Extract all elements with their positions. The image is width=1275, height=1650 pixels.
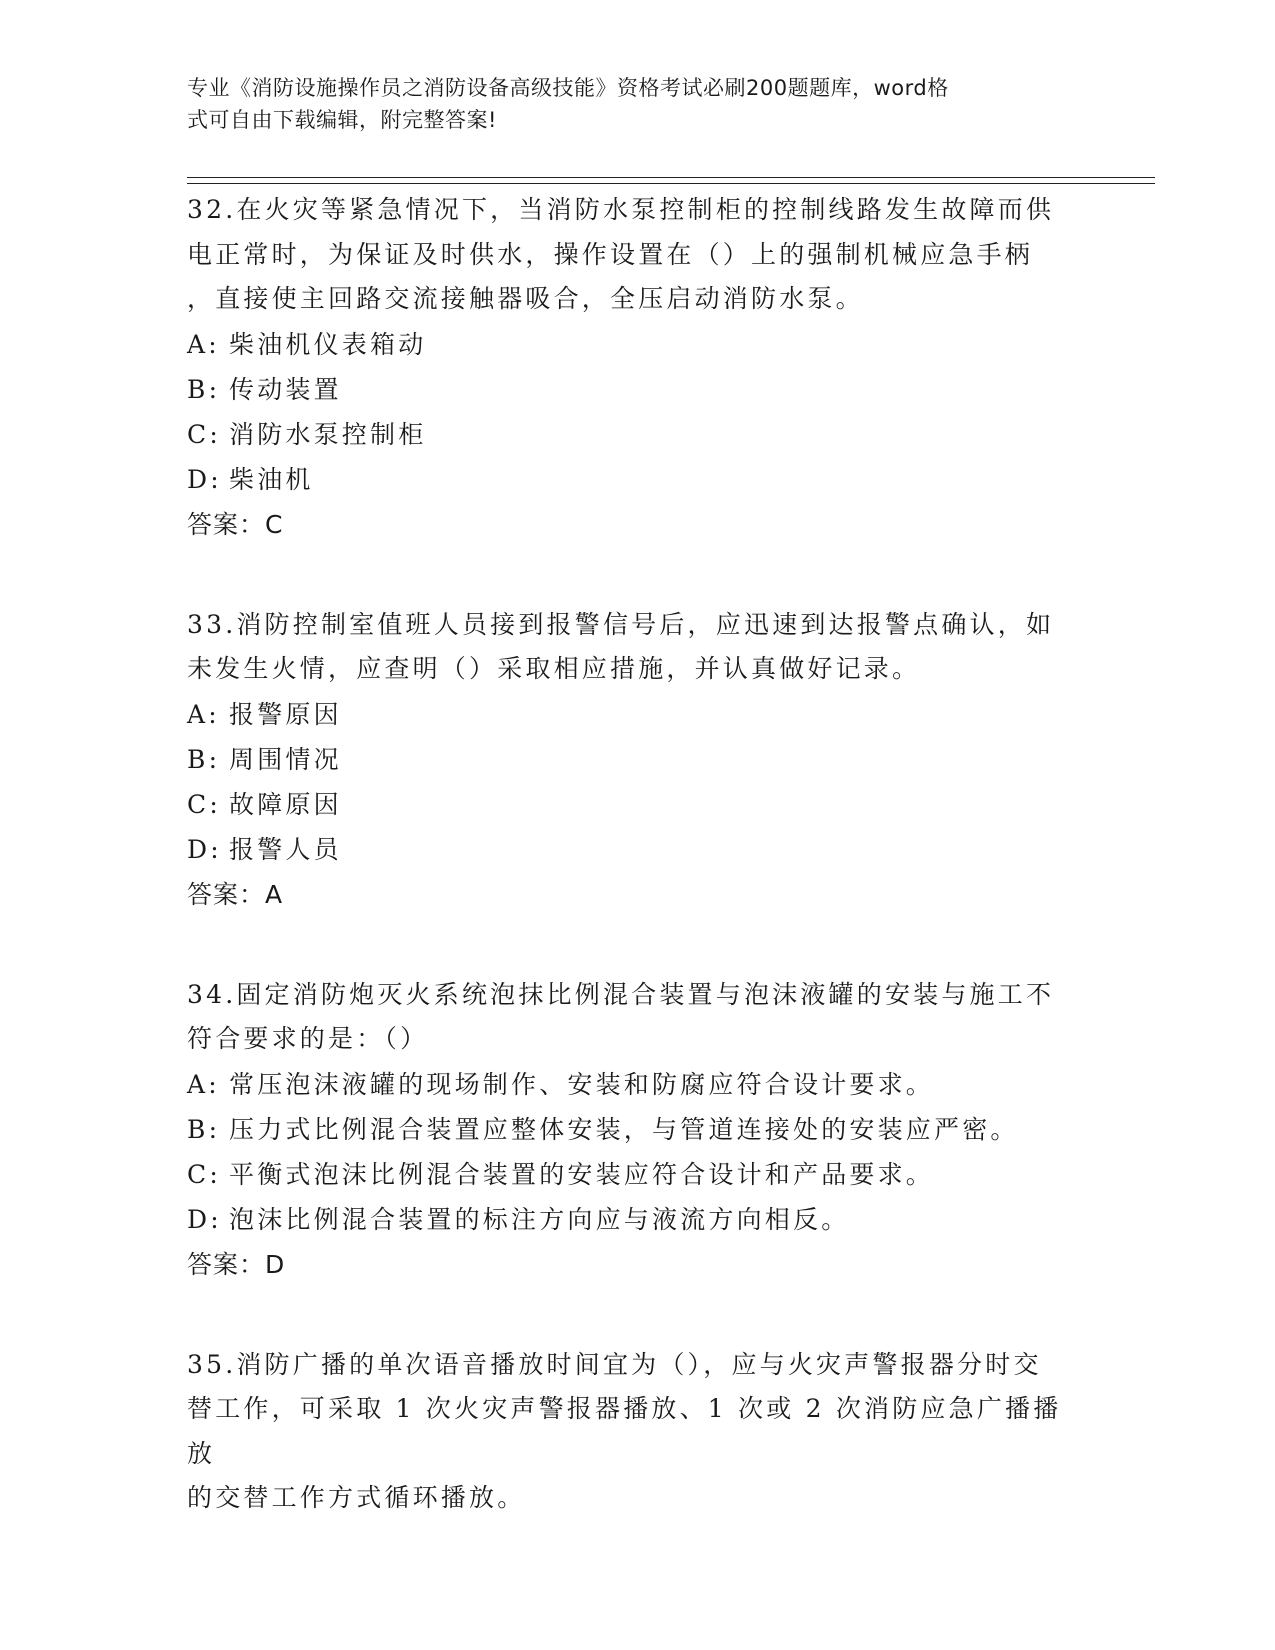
- header-divider: [187, 177, 1155, 184]
- question-stem-line: 35.消防广播的单次语音播放时间宜为（），应与火灾声警报器分时交: [187, 1349, 1042, 1379]
- question-33: [187, 603, 1087, 917]
- question-list: [187, 188, 1087, 1521]
- document-header: [187, 72, 1067, 136]
- option-letter: A:: [187, 1069, 220, 1099]
- option-letter: B:: [187, 744, 221, 774]
- question-spacer: [187, 917, 1087, 973]
- option-b: [187, 367, 1087, 412]
- question-32: [187, 188, 1087, 547]
- option-a: [187, 322, 1087, 367]
- option-letter: C:: [187, 1159, 221, 1189]
- option-letter: D:: [187, 464, 222, 494]
- option-d: [187, 457, 1087, 502]
- question-stem-line: 的交替工作方式循环播放。: [187, 1483, 526, 1512]
- question-stem-line: 32.在火灾等紧急情况下，当消防水泵控制柜的控制线路发生故障而供: [187, 195, 1055, 224]
- option-text: 周围情况: [229, 744, 342, 774]
- option-text: 报警人员: [229, 834, 342, 864]
- option-text: 消防水泵控制柜: [229, 419, 427, 449]
- option-text: 传动装置: [229, 374, 342, 404]
- option-letter: B:: [187, 1114, 221, 1144]
- option-text: 压力式比例混合装置应整体安装，与管道连接处的安装应严密。: [229, 1114, 1019, 1144]
- option-letter: B:: [187, 374, 221, 404]
- header-line-2: 式可自由下载编辑，附完整答案!: [187, 108, 497, 132]
- answer-line: 答案：D: [187, 1249, 286, 1279]
- option-a: [187, 1062, 1087, 1107]
- option-text: 泡沫比例混合装置的标注方向应与液流方向相反。: [229, 1204, 850, 1234]
- answer-line: 答案：A: [187, 879, 284, 909]
- option-d: [187, 827, 1087, 872]
- option-c: [187, 412, 1087, 457]
- option-text: 常压泡沫液罐的现场制作、安装和防腐应符合设计要求。: [229, 1069, 935, 1099]
- option-text: 报警原因: [229, 699, 342, 729]
- question-35: [187, 1343, 1087, 1521]
- option-letter: D:: [187, 1204, 222, 1234]
- option-d: [187, 1197, 1087, 1242]
- option-text: 柴油机仪表箱动: [229, 329, 427, 359]
- option-c: [187, 1152, 1087, 1197]
- question-stem-line: 33.消防控制室值班人员接到报警信号后，应迅速到达报警点确认，如: [187, 609, 1055, 639]
- question-spacer: [187, 547, 1087, 603]
- header-line-1: 专业《消防设施操作员之消防设备高级技能》资格考试必刷200题题库，word格: [187, 76, 949, 100]
- option-text: 柴油机: [229, 464, 314, 494]
- option-b: [187, 737, 1087, 782]
- option-text: 平衡式泡沫比例混合装置的安装应符合设计和产品要求。: [229, 1159, 935, 1189]
- option-b: [187, 1107, 1087, 1152]
- question-stem-line: 符合要求的是：（）: [187, 1024, 429, 1053]
- option-text: 故障原因: [229, 789, 342, 819]
- option-letter: D:: [187, 834, 222, 864]
- option-c: [187, 782, 1087, 827]
- question-stem-line: 电正常时，为保证及时供水，操作设置在（）上的强制机械应急手柄: [187, 239, 1034, 269]
- question-34: [187, 973, 1087, 1287]
- option-letter: A:: [187, 699, 220, 729]
- option-letter: C:: [187, 419, 221, 449]
- answer-line: 答案：C: [187, 509, 284, 539]
- option-letter: A:: [187, 329, 220, 359]
- question-stem-line: ，直接使主回路交流接触器吸合，全压启动消防水泵。: [187, 284, 864, 313]
- option-a: [187, 692, 1087, 737]
- question-stem-line: 34.固定消防炮灭火系统泡抹比例混合装置与泡沫液罐的安装与施工不: [187, 979, 1055, 1009]
- question-spacer: [187, 1287, 1087, 1343]
- question-stem-line: 未发生火情，应查明（）采取相应措施，并认真做好记录。: [187, 654, 921, 683]
- option-letter: C:: [187, 789, 221, 819]
- question-stem-line: 替工作，可采取 1 次火灾声警报器播放、1 次或 2 次消防应急广播播放: [187, 1394, 1062, 1468]
